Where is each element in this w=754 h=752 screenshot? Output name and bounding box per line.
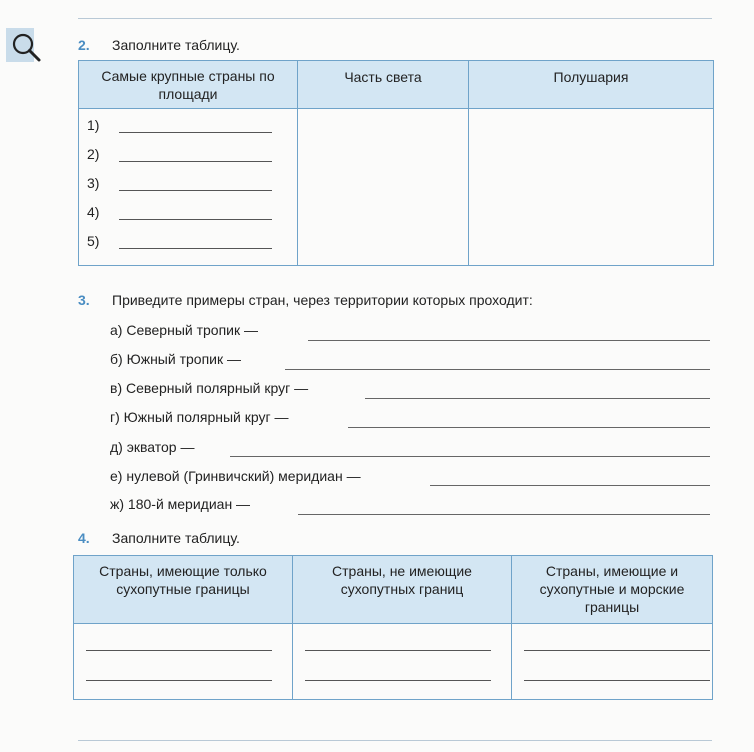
magnifier-icon bbox=[6, 28, 44, 66]
answer-line[interactable] bbox=[86, 650, 272, 651]
task2-heading bbox=[78, 37, 90, 55]
answer-line[interactable] bbox=[298, 514, 710, 515]
task2-row-number: 2) bbox=[87, 146, 100, 162]
answer-line[interactable] bbox=[119, 190, 272, 191]
task2-header-part: Часть света bbox=[298, 61, 469, 109]
task3-item-antarctic-circle: г) Южный полярный круг — bbox=[110, 409, 289, 425]
task4-cell[interactable] bbox=[512, 624, 713, 700]
task2-row-number: 4) bbox=[87, 204, 100, 220]
task4-table bbox=[73, 555, 713, 700]
task4-header-no-land: Страны, не имеющие сухопутных границ bbox=[293, 556, 512, 624]
task2-row bbox=[79, 113, 297, 142]
top-rule bbox=[78, 18, 712, 19]
answer-line[interactable] bbox=[119, 132, 272, 133]
task3-item-equator: д) экватор — bbox=[110, 439, 195, 455]
answer-line[interactable] bbox=[119, 219, 272, 220]
task2-countries-cell[interactable] bbox=[79, 109, 298, 266]
task3-number: 3. bbox=[78, 292, 90, 308]
task4-header-land-and-sea: Страны, имеющие и сухопутные и морские границы bbox=[512, 556, 713, 624]
answer-line[interactable] bbox=[308, 340, 710, 341]
answer-line[interactable] bbox=[305, 650, 491, 651]
answer-line[interactable] bbox=[348, 427, 710, 428]
task2-table bbox=[78, 60, 714, 266]
task4-cell[interactable] bbox=[293, 624, 512, 700]
task2-row bbox=[79, 171, 297, 200]
task2-header-countries: Самые крупные страны по площади bbox=[79, 61, 298, 109]
task2-part-cell[interactable] bbox=[298, 109, 469, 266]
answer-line[interactable] bbox=[305, 680, 491, 681]
answer-line[interactable] bbox=[119, 161, 272, 162]
answer-line[interactable] bbox=[430, 485, 710, 486]
answer-line[interactable] bbox=[119, 248, 272, 249]
task2-row bbox=[79, 229, 297, 258]
task3-title: Приведите примеры стран, через территории которых проходит: bbox=[112, 292, 533, 308]
task4-heading bbox=[78, 530, 90, 548]
task2-hemispheres-cell[interactable] bbox=[469, 109, 714, 266]
answer-line[interactable] bbox=[524, 650, 710, 651]
task2-row-number: 5) bbox=[87, 233, 100, 249]
answer-line[interactable] bbox=[285, 369, 710, 370]
task2-header-hemispheres: Полушария bbox=[469, 61, 714, 109]
task4-title: Заполните таблицу. bbox=[112, 530, 240, 546]
task3-item-180-meridian: ж) 180-й меридиан — bbox=[110, 496, 251, 512]
task2-number: 2. bbox=[78, 37, 90, 53]
bottom-rule bbox=[78, 740, 712, 741]
answer-line[interactable] bbox=[524, 680, 710, 681]
task2-row-number: 1) bbox=[87, 117, 100, 133]
task2-title: Заполните таблицу. bbox=[112, 37, 240, 53]
task4-number: 4. bbox=[78, 530, 90, 546]
answer-line[interactable] bbox=[86, 680, 272, 681]
task2-row bbox=[79, 142, 297, 171]
answer-line[interactable] bbox=[365, 398, 710, 399]
task3-heading bbox=[78, 292, 90, 310]
task2-row-number: 3) bbox=[87, 175, 100, 191]
task3-item-prime-meridian: е) нулевой (Гринвичский) меридиан — bbox=[110, 468, 361, 484]
task4-header-land-only: Страны, имеющие только сухопутные границы bbox=[74, 556, 293, 624]
task3-item-south-tropic: б) Южный тропик — bbox=[110, 351, 241, 367]
answer-line[interactable] bbox=[230, 456, 710, 457]
task4-cell[interactable] bbox=[74, 624, 293, 700]
task3-item-arctic-circle: в) Северный полярный круг — bbox=[110, 380, 309, 396]
task2-row bbox=[79, 200, 297, 229]
task3-item-north-tropic: а) Северный тропик — bbox=[110, 322, 258, 338]
